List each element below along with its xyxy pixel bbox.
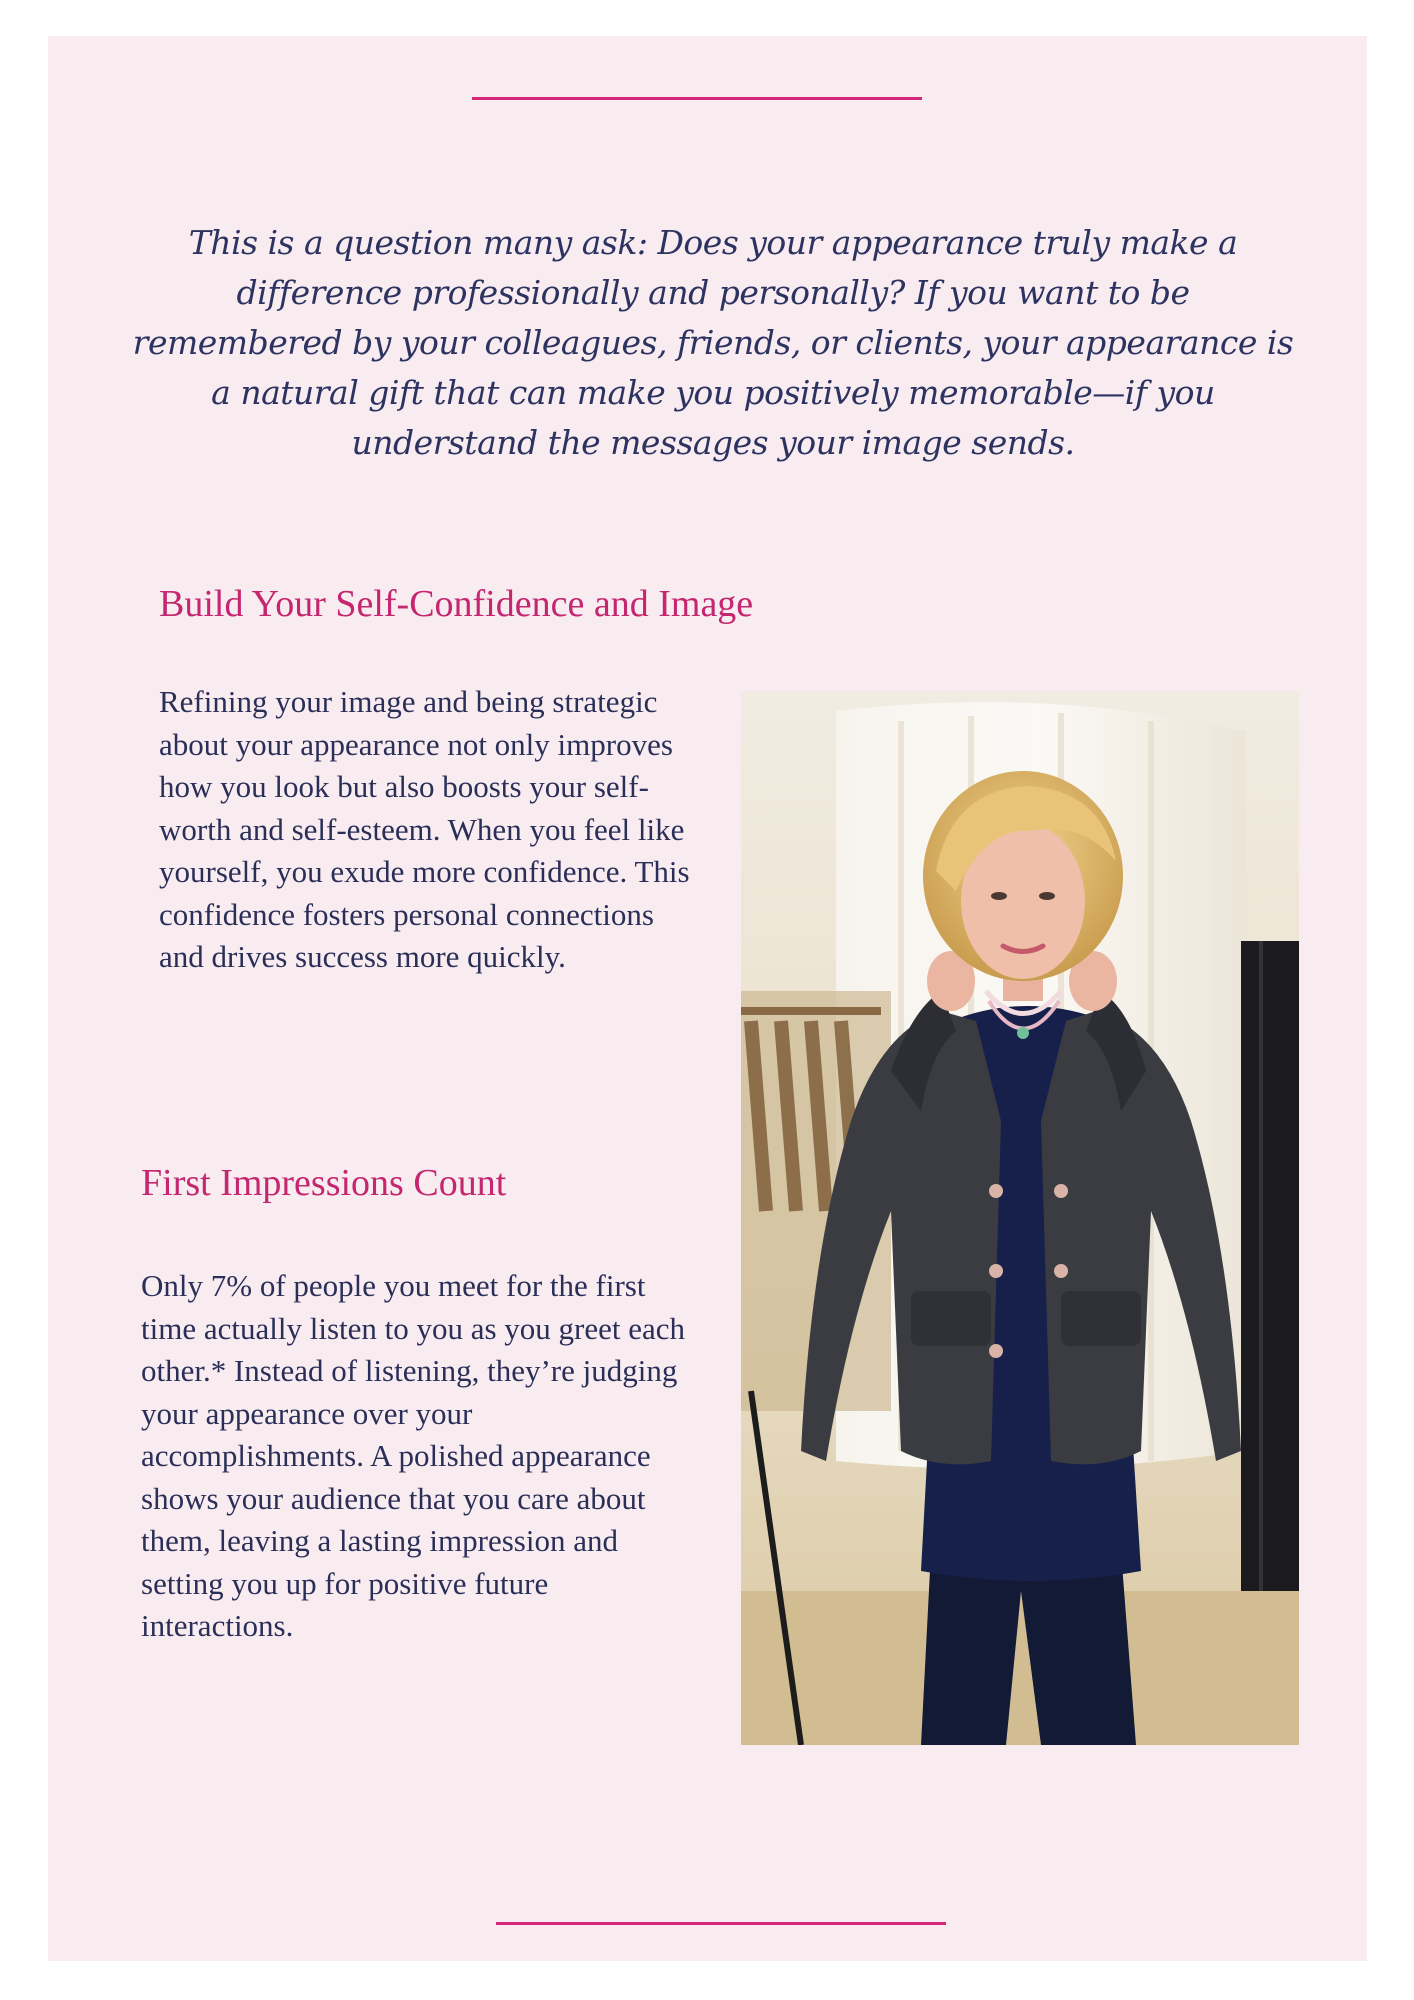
portrait-photo [741,691,1299,1745]
section-body-confidence: Refining your image and being strategic about your appearance not only improves how you look but also boosts your self-worth and self-esteem. When you feel like yourself, you exude more confidence. This confidence fosters personal connections and drives success more quickly. [159,684,690,974]
bottom-divider [496,1922,946,1925]
page [48,36,1367,1961]
portrait-illustration [741,691,1299,1745]
section-heading-first-impressions: First Impressions Count [141,1162,507,1204]
intro-quote: This is a question many ask: Does your appearance truly make a difference professionally and personally? If you want to be remembered by your colleagues, friends, or clients, your appearance is a natural gift that can make you positively memorable—if you understand the messages your image sends. [132,223,1294,462]
section-body-first-impressions: Only 7% of people you meet for the first time actually listen to you as you greet each other.* Instead of listening, they’re judging your appearance over your accomplishments. A polished appearance shows your audience that you care about them, leaving a lasting impression and setting you up for positive future interactions. [141,1268,686,1643]
section-heading-confidence: Build Your Self-Confidence and Image [159,583,754,625]
top-divider [472,97,922,100]
